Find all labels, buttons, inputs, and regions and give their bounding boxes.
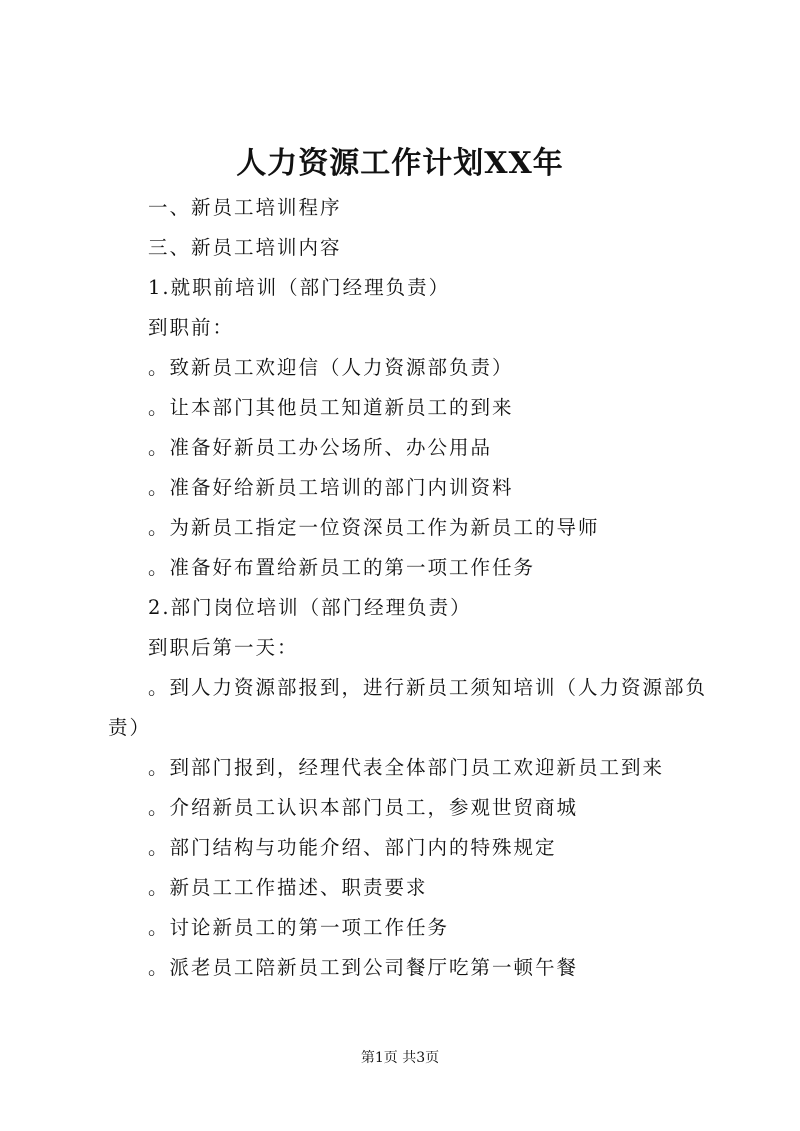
list-item: 。派老员工陪新员工到公司餐厅吃第一顿午餐 [148,956,579,979]
list-item: 。到部门报到，经理代表全体部门员工欢迎新员工到来 [148,756,665,779]
section-heading: 一、新员工培训程序 [148,196,342,219]
phase-label: 到职后第一天： [148,636,299,659]
subsection-heading: 1.就职前培训（部门经理负责） [148,276,451,299]
document-body [108,188,708,988]
list-item: 。介绍新员工认识本部门员工，参观世贸商城 [148,796,579,819]
list-item: 。准备好布置给新员工的第一项工作任务 [148,556,536,579]
list-item: 。到人力资源部报到，进行新员工须知培训（人力资源部负责） [108,676,708,739]
list-item: 。为新员工指定一位资深员工作为新员工的导师 [148,516,600,539]
subsection-heading: 2.部门岗位培训（部门经理负责） [148,596,472,619]
list-item: 。准备好给新员工培训的部门内训资料 [148,476,514,499]
list-item: 。新员工工作描述、职责要求 [148,876,428,899]
list-item: 。让本部门其他员工知道新员工的到来 [148,396,514,419]
section-heading: 三、新员工培训内容 [148,236,342,259]
list-item: 。准备好新员工办公场所、办公用品 [148,436,493,459]
list-item: 。部门结构与功能介绍、部门内的特殊规定 [148,836,557,859]
list-item: 。致新员工欢迎信（人力资源部负责） [148,356,514,379]
page-number: 第1页 共3页 [360,1050,440,1066]
phase-label: 到职前： [148,316,235,339]
document-title: 人力资源工作计划XX年 [236,146,564,181]
list-item: 。讨论新员工的第一项工作任务 [148,916,450,939]
